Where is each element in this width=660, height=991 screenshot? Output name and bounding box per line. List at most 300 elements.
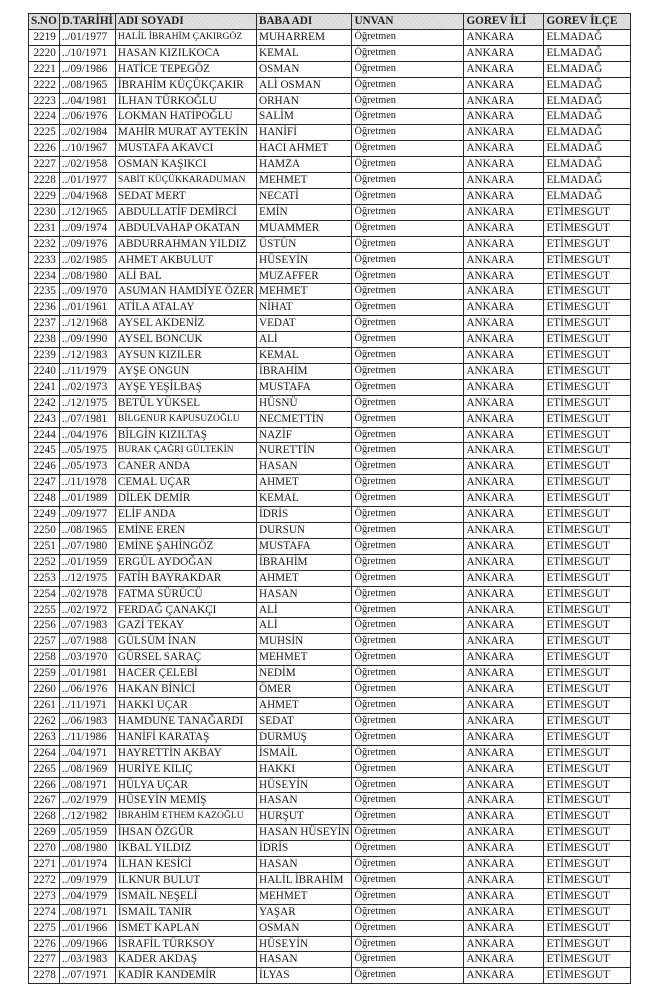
cell-duty-district: ETİMESGUT xyxy=(544,586,631,602)
cell-full-name: HAYRETTİN AKBAY xyxy=(115,745,256,761)
cell-title: Öğretmen xyxy=(352,872,464,888)
cell-father-name: HURŞUT xyxy=(257,809,352,825)
cell-sno: 2233 xyxy=(29,252,60,268)
cell-father-name: KEMAL xyxy=(257,348,352,364)
cell-title: Öğretmen xyxy=(352,920,464,936)
cell-father-name: AHMET xyxy=(257,697,352,713)
cell-father-name: HÜSEYİN xyxy=(257,252,352,268)
cell-sno: 2273 xyxy=(29,888,60,904)
cell-duty-province: ANKARA xyxy=(464,761,544,777)
cell-birth-date: ../09/1976 xyxy=(59,236,115,252)
cell-birth-date: ../02/1978 xyxy=(59,586,115,602)
table-row xyxy=(29,475,631,491)
cell-birth-date: ../02/1973 xyxy=(59,379,115,395)
cell-title: Öğretmen xyxy=(352,554,464,570)
cell-duty-district: ETİMESGUT xyxy=(544,745,631,761)
cell-father-name: İBRAHİM xyxy=(257,363,352,379)
cell-birth-date: ../01/1959 xyxy=(59,554,115,570)
cell-father-name: HASAN xyxy=(257,952,352,968)
cell-duty-province: ANKARA xyxy=(464,523,544,539)
cell-duty-province: ANKARA xyxy=(464,363,544,379)
cell-full-name: HACER ÇELEBİ xyxy=(115,666,256,682)
cell-full-name: SABİT KÜÇÜKKARADUMAN xyxy=(115,173,256,189)
cell-duty-district: ETİMESGUT xyxy=(544,204,631,220)
cell-full-name: İKBAL YILDIZ xyxy=(115,841,256,857)
cell-title: Öğretmen xyxy=(352,125,464,141)
cell-duty-province: ANKARA xyxy=(464,507,544,523)
table-row xyxy=(29,379,631,395)
cell-birth-date: ../05/1973 xyxy=(59,459,115,475)
cell-title: Öğretmen xyxy=(352,841,464,857)
cell-full-name: MAHİR MURAT AYTEKİN xyxy=(115,125,256,141)
cell-duty-district: ETİMESGUT xyxy=(544,904,631,920)
cell-sno: 2244 xyxy=(29,427,60,443)
cell-duty-district: ETİMESGUT xyxy=(544,379,631,395)
table-row xyxy=(29,523,631,539)
cell-sno: 2271 xyxy=(29,857,60,873)
table-row xyxy=(29,93,631,109)
cell-full-name: AYSEL BONCUK xyxy=(115,332,256,348)
cell-father-name: OSMAN xyxy=(257,61,352,77)
cell-full-name: GÜLSÜM İNAN xyxy=(115,634,256,650)
cell-sno: 2239 xyxy=(29,348,60,364)
table-row xyxy=(29,427,631,443)
cell-father-name: NECMETTİN xyxy=(257,411,352,427)
cell-duty-province: ANKARA xyxy=(464,952,544,968)
cell-full-name: CEMAL UÇAR xyxy=(115,475,256,491)
cell-sno: 2252 xyxy=(29,554,60,570)
table-body xyxy=(29,29,631,983)
cell-father-name: ORHAN xyxy=(257,93,352,109)
cell-title: Öğretmen xyxy=(352,666,464,682)
cell-title: Öğretmen xyxy=(352,729,464,745)
personnel-table xyxy=(28,13,631,984)
table-row xyxy=(29,872,631,888)
cell-duty-district: ETİMESGUT xyxy=(544,459,631,475)
cell-sno: 2255 xyxy=(29,602,60,618)
cell-duty-province: ANKARA xyxy=(464,809,544,825)
cell-sno: 2263 xyxy=(29,729,60,745)
cell-full-name: İBRAHİM ETHEM KAZOĞLU xyxy=(115,809,256,825)
table-row xyxy=(29,538,631,554)
cell-father-name: İSMAİL xyxy=(257,745,352,761)
cell-full-name: ABDULLATİF DEMİRCİ xyxy=(115,204,256,220)
cell-sno: 2219 xyxy=(29,29,60,45)
table-header-row xyxy=(29,14,631,30)
cell-title: Öğretmen xyxy=(352,141,464,157)
cell-birth-date: ../02/1979 xyxy=(59,793,115,809)
cell-full-name: AYSEL AKDENİZ xyxy=(115,316,256,332)
cell-title: Öğretmen xyxy=(352,427,464,443)
cell-full-name: BİLGİN KIZILTAŞ xyxy=(115,427,256,443)
table-row xyxy=(29,618,631,634)
cell-duty-district: ETİMESGUT xyxy=(544,841,631,857)
cell-duty-province: ANKARA xyxy=(464,284,544,300)
cell-sno: 2246 xyxy=(29,459,60,475)
cell-birth-date: ../12/1982 xyxy=(59,809,115,825)
cell-birth-date: ../11/1979 xyxy=(59,363,115,379)
cell-father-name: ALİ xyxy=(257,332,352,348)
cell-duty-province: ANKARA xyxy=(464,395,544,411)
cell-duty-province: ANKARA xyxy=(464,904,544,920)
cell-father-name: İLYAS xyxy=(257,968,352,984)
table-row xyxy=(29,459,631,475)
cell-duty-district: ELMADAĞ xyxy=(544,29,631,45)
cell-full-name: HANİFİ KARATAŞ xyxy=(115,729,256,745)
cell-duty-province: ANKARA xyxy=(464,236,544,252)
cell-duty-province: ANKARA xyxy=(464,332,544,348)
cell-duty-district: ETİMESGUT xyxy=(544,602,631,618)
cell-full-name: HÜSEYİN MEMİŞ xyxy=(115,793,256,809)
cell-full-name: İLHAN TÜRKOĞLU xyxy=(115,93,256,109)
table-row xyxy=(29,554,631,570)
cell-title: Öğretmen xyxy=(352,968,464,984)
cell-duty-district: ETİMESGUT xyxy=(544,363,631,379)
table-row xyxy=(29,109,631,125)
cell-father-name: MUSTAFA xyxy=(257,538,352,554)
cell-title: Öğretmen xyxy=(352,682,464,698)
cell-duty-province: ANKARA xyxy=(464,777,544,793)
cell-duty-district: ETİMESGUT xyxy=(544,825,631,841)
cell-birth-date: ../09/1970 xyxy=(59,284,115,300)
cell-sno: 2224 xyxy=(29,109,60,125)
cell-father-name: İBRAHİM xyxy=(257,554,352,570)
cell-title: Öğretmen xyxy=(352,252,464,268)
cell-full-name: ABDURRAHMAN YILDIZ xyxy=(115,236,256,252)
cell-father-name: NİHAT xyxy=(257,300,352,316)
table-row xyxy=(29,300,631,316)
cell-sno: 2237 xyxy=(29,316,60,332)
cell-full-name: İSMAİL TANIR xyxy=(115,904,256,920)
cell-full-name: HAKAN BİNİCİ xyxy=(115,682,256,698)
cell-title: Öğretmen xyxy=(352,538,464,554)
cell-sno: 2229 xyxy=(29,188,60,204)
cell-sno: 2221 xyxy=(29,61,60,77)
table-row xyxy=(29,809,631,825)
cell-duty-district: ETİMESGUT xyxy=(544,570,631,586)
cell-duty-province: ANKARA xyxy=(464,268,544,284)
table-row xyxy=(29,125,631,141)
header-sno: S.NO xyxy=(29,14,60,30)
cell-duty-district: ETİMESGUT xyxy=(544,475,631,491)
cell-sno: 2238 xyxy=(29,332,60,348)
cell-duty-province: ANKARA xyxy=(464,713,544,729)
cell-title: Öğretmen xyxy=(352,188,464,204)
table-row xyxy=(29,602,631,618)
cell-duty-province: ANKARA xyxy=(464,666,544,682)
table-row xyxy=(29,188,631,204)
cell-birth-date: ../06/1976 xyxy=(59,109,115,125)
cell-birth-date: ../12/1965 xyxy=(59,204,115,220)
cell-duty-province: ANKARA xyxy=(464,443,544,459)
cell-duty-province: ANKARA xyxy=(464,220,544,236)
cell-duty-province: ANKARA xyxy=(464,618,544,634)
cell-birth-date: ../04/1981 xyxy=(59,93,115,109)
table-row xyxy=(29,252,631,268)
table-row xyxy=(29,332,631,348)
cell-birth-date: ../01/1974 xyxy=(59,857,115,873)
cell-birth-date: ../01/1966 xyxy=(59,920,115,936)
table-row xyxy=(29,507,631,523)
cell-duty-district: ETİMESGUT xyxy=(544,713,631,729)
cell-title: Öğretmen xyxy=(352,650,464,666)
cell-birth-date: ../05/1975 xyxy=(59,443,115,459)
table-row xyxy=(29,761,631,777)
cell-birth-date: ../09/1979 xyxy=(59,872,115,888)
table-row xyxy=(29,952,631,968)
cell-duty-district: ETİMESGUT xyxy=(544,538,631,554)
cell-duty-district: ETİMESGUT xyxy=(544,618,631,634)
cell-duty-district: ETİMESGUT xyxy=(544,729,631,745)
cell-full-name: FATMA SÜRÜCÜ xyxy=(115,586,256,602)
cell-father-name: SEDAT xyxy=(257,713,352,729)
cell-sno: 2258 xyxy=(29,650,60,666)
table-row xyxy=(29,713,631,729)
cell-sno: 2245 xyxy=(29,443,60,459)
cell-birth-date: ../09/1974 xyxy=(59,220,115,236)
cell-full-name: AYŞE ONGUN xyxy=(115,363,256,379)
cell-duty-province: ANKARA xyxy=(464,936,544,952)
cell-duty-province: ANKARA xyxy=(464,570,544,586)
cell-duty-district: ETİMESGUT xyxy=(544,650,631,666)
cell-full-name: KADER AKDAŞ xyxy=(115,952,256,968)
cell-title: Öğretmen xyxy=(352,443,464,459)
table-row xyxy=(29,888,631,904)
cell-sno: 2268 xyxy=(29,809,60,825)
cell-full-name: ABDULVAHAP OKATAN xyxy=(115,220,256,236)
cell-father-name: MEHMET xyxy=(257,173,352,189)
cell-birth-date: ../11/1986 xyxy=(59,729,115,745)
cell-duty-district: ETİMESGUT xyxy=(544,348,631,364)
cell-duty-district: ETİMESGUT xyxy=(544,443,631,459)
header-duty-province: GOREV İLİ xyxy=(464,14,544,30)
cell-father-name: HANİFİ xyxy=(257,125,352,141)
cell-birth-date: ../02/1972 xyxy=(59,602,115,618)
cell-duty-district: ETİMESGUT xyxy=(544,316,631,332)
cell-title: Öğretmen xyxy=(352,411,464,427)
cell-full-name: SEDAT MERT xyxy=(115,188,256,204)
cell-birth-date: ../08/1980 xyxy=(59,841,115,857)
cell-title: Öğretmen xyxy=(352,236,464,252)
cell-birth-date: ../08/1971 xyxy=(59,904,115,920)
cell-sno: 2247 xyxy=(29,475,60,491)
cell-duty-district: ELMADAĞ xyxy=(544,93,631,109)
table-row xyxy=(29,570,631,586)
cell-full-name: ERGÜL AYDOĞAN xyxy=(115,554,256,570)
cell-duty-district: ELMADAĞ xyxy=(544,61,631,77)
cell-full-name: CANER ANDA xyxy=(115,459,256,475)
cell-duty-district: ELMADAĞ xyxy=(544,173,631,189)
cell-title: Öğretmen xyxy=(352,634,464,650)
cell-father-name: KEMAL xyxy=(257,45,352,61)
cell-sno: 2270 xyxy=(29,841,60,857)
table-row xyxy=(29,141,631,157)
cell-title: Öğretmen xyxy=(352,459,464,475)
cell-birth-date: ../05/1959 xyxy=(59,825,115,841)
cell-duty-district: ETİMESGUT xyxy=(544,395,631,411)
cell-duty-district: ELMADAĞ xyxy=(544,109,631,125)
cell-title: Öğretmen xyxy=(352,29,464,45)
cell-full-name: İSMAİL NEŞELİ xyxy=(115,888,256,904)
cell-sno: 2234 xyxy=(29,268,60,284)
cell-father-name: SALİM xyxy=(257,109,352,125)
cell-title: Öğretmen xyxy=(352,570,464,586)
cell-title: Öğretmen xyxy=(352,395,464,411)
cell-birth-date: ../10/1967 xyxy=(59,141,115,157)
cell-father-name: KEMAL xyxy=(257,491,352,507)
cell-father-name: HÜSEYİN xyxy=(257,777,352,793)
cell-father-name: MUSTAFA xyxy=(257,379,352,395)
cell-full-name: MUSTAFA AKAVCI xyxy=(115,141,256,157)
table-row xyxy=(29,697,631,713)
cell-birth-date: ../02/1985 xyxy=(59,252,115,268)
cell-duty-district: ELMADAĞ xyxy=(544,77,631,93)
cell-birth-date: ../09/1986 xyxy=(59,61,115,77)
cell-full-name: ELİF ANDA xyxy=(115,507,256,523)
cell-duty-district: ETİMESGUT xyxy=(544,268,631,284)
cell-duty-district: ETİMESGUT xyxy=(544,507,631,523)
cell-title: Öğretmen xyxy=(352,45,464,61)
cell-duty-province: ANKARA xyxy=(464,252,544,268)
cell-title: Öğretmen xyxy=(352,809,464,825)
cell-birth-date: ../08/1965 xyxy=(59,77,115,93)
cell-sno: 2248 xyxy=(29,491,60,507)
table-row xyxy=(29,443,631,459)
cell-father-name: DURSUN xyxy=(257,523,352,539)
cell-title: Öğretmen xyxy=(352,523,464,539)
cell-full-name: İLHAN KESİCİ xyxy=(115,857,256,873)
cell-full-name: OSMAN KAŞIKCI xyxy=(115,157,256,173)
table-row xyxy=(29,411,631,427)
cell-full-name: İLKNUR BULUT xyxy=(115,872,256,888)
cell-duty-district: ETİMESGUT xyxy=(544,697,631,713)
table-row xyxy=(29,45,631,61)
cell-duty-province: ANKARA xyxy=(464,157,544,173)
cell-birth-date: ../08/1971 xyxy=(59,777,115,793)
cell-duty-province: ANKARA xyxy=(464,602,544,618)
cell-duty-province: ANKARA xyxy=(464,348,544,364)
table-row xyxy=(29,363,631,379)
cell-sno: 2227 xyxy=(29,157,60,173)
cell-full-name: EMİNE EREN xyxy=(115,523,256,539)
cell-sno: 2257 xyxy=(29,634,60,650)
table-row xyxy=(29,682,631,698)
cell-birth-date: ../12/1975 xyxy=(59,570,115,586)
table-row xyxy=(29,284,631,300)
cell-sno: 2241 xyxy=(29,379,60,395)
cell-title: Öğretmen xyxy=(352,777,464,793)
cell-sno: 2240 xyxy=(29,363,60,379)
cell-full-name: HATİCE TEPEGÖZ xyxy=(115,61,256,77)
table-row xyxy=(29,650,631,666)
cell-birth-date: ../12/1975 xyxy=(59,395,115,411)
cell-title: Öğretmen xyxy=(352,491,464,507)
cell-duty-district: ETİMESGUT xyxy=(544,920,631,936)
cell-father-name: VEDAT xyxy=(257,316,352,332)
cell-duty-district: ETİMESGUT xyxy=(544,523,631,539)
cell-full-name: DİLEK DEMİR xyxy=(115,491,256,507)
cell-sno: 2264 xyxy=(29,745,60,761)
cell-birth-date: ../02/1958 xyxy=(59,157,115,173)
cell-title: Öğretmen xyxy=(352,204,464,220)
cell-duty-province: ANKARA xyxy=(464,586,544,602)
cell-duty-district: ETİMESGUT xyxy=(544,220,631,236)
cell-father-name: MUHSİN xyxy=(257,634,352,650)
cell-full-name: HAMDUNE TANAĞARDI xyxy=(115,713,256,729)
cell-father-name: MEHMET xyxy=(257,888,352,904)
cell-full-name: ALİ BAL xyxy=(115,268,256,284)
cell-duty-district: ETİMESGUT xyxy=(544,809,631,825)
cell-duty-district: ETİMESGUT xyxy=(544,888,631,904)
table-row xyxy=(29,77,631,93)
table-row xyxy=(29,825,631,841)
cell-father-name: NAZİF xyxy=(257,427,352,443)
cell-duty-district: ETİMESGUT xyxy=(544,554,631,570)
cell-duty-province: ANKARA xyxy=(464,300,544,316)
cell-sno: 2249 xyxy=(29,507,60,523)
cell-full-name: İBRAHİM KÜÇÜKÇAKIR xyxy=(115,77,256,93)
cell-sno: 2243 xyxy=(29,411,60,427)
table-row xyxy=(29,904,631,920)
cell-title: Öğretmen xyxy=(352,61,464,77)
cell-title: Öğretmen xyxy=(352,379,464,395)
cell-duty-province: ANKARA xyxy=(464,316,544,332)
cell-father-name: YAŞAR xyxy=(257,904,352,920)
cell-sno: 2269 xyxy=(29,825,60,841)
cell-father-name: HACI AHMET xyxy=(257,141,352,157)
cell-father-name: ALİ xyxy=(257,602,352,618)
cell-duty-province: ANKARA xyxy=(464,538,544,554)
cell-duty-district: ETİMESGUT xyxy=(544,284,631,300)
cell-duty-province: ANKARA xyxy=(464,872,544,888)
cell-birth-date: ../02/1984 xyxy=(59,125,115,141)
cell-birth-date: ../03/1970 xyxy=(59,650,115,666)
header-title: UNVAN xyxy=(352,14,464,30)
cell-sno: 2274 xyxy=(29,904,60,920)
cell-sno: 2277 xyxy=(29,952,60,968)
cell-duty-province: ANKARA xyxy=(464,379,544,395)
cell-birth-date: ../01/1989 xyxy=(59,491,115,507)
cell-title: Öğretmen xyxy=(352,284,464,300)
cell-duty-province: ANKARA xyxy=(464,204,544,220)
cell-duty-district: ETİMESGUT xyxy=(544,682,631,698)
cell-birth-date: ../12/1968 xyxy=(59,316,115,332)
cell-birth-date: ../09/1990 xyxy=(59,332,115,348)
header-father-name: BABA ADI xyxy=(257,14,352,30)
cell-duty-district: ETİMESGUT xyxy=(544,952,631,968)
cell-father-name: HASAN xyxy=(257,857,352,873)
cell-title: Öğretmen xyxy=(352,952,464,968)
cell-sno: 2232 xyxy=(29,236,60,252)
cell-duty-province: ANKARA xyxy=(464,793,544,809)
cell-duty-province: ANKARA xyxy=(464,841,544,857)
cell-duty-district: ETİMESGUT xyxy=(544,411,631,427)
cell-birth-date: ../07/1971 xyxy=(59,968,115,984)
table-row xyxy=(29,936,631,952)
cell-father-name: NEDİM xyxy=(257,666,352,682)
cell-sno: 2251 xyxy=(29,538,60,554)
cell-birth-date: ../04/1979 xyxy=(59,888,115,904)
cell-sno: 2225 xyxy=(29,125,60,141)
cell-full-name: LOKMAN HATİPOĞLU xyxy=(115,109,256,125)
cell-duty-district: ETİMESGUT xyxy=(544,793,631,809)
table-row xyxy=(29,61,631,77)
table-row xyxy=(29,220,631,236)
cell-father-name: HÜSNÜ xyxy=(257,395,352,411)
table-row xyxy=(29,857,631,873)
cell-duty-province: ANKARA xyxy=(464,634,544,650)
cell-full-name: BİLGENUR KAPUSUZOĞLU xyxy=(115,411,256,427)
